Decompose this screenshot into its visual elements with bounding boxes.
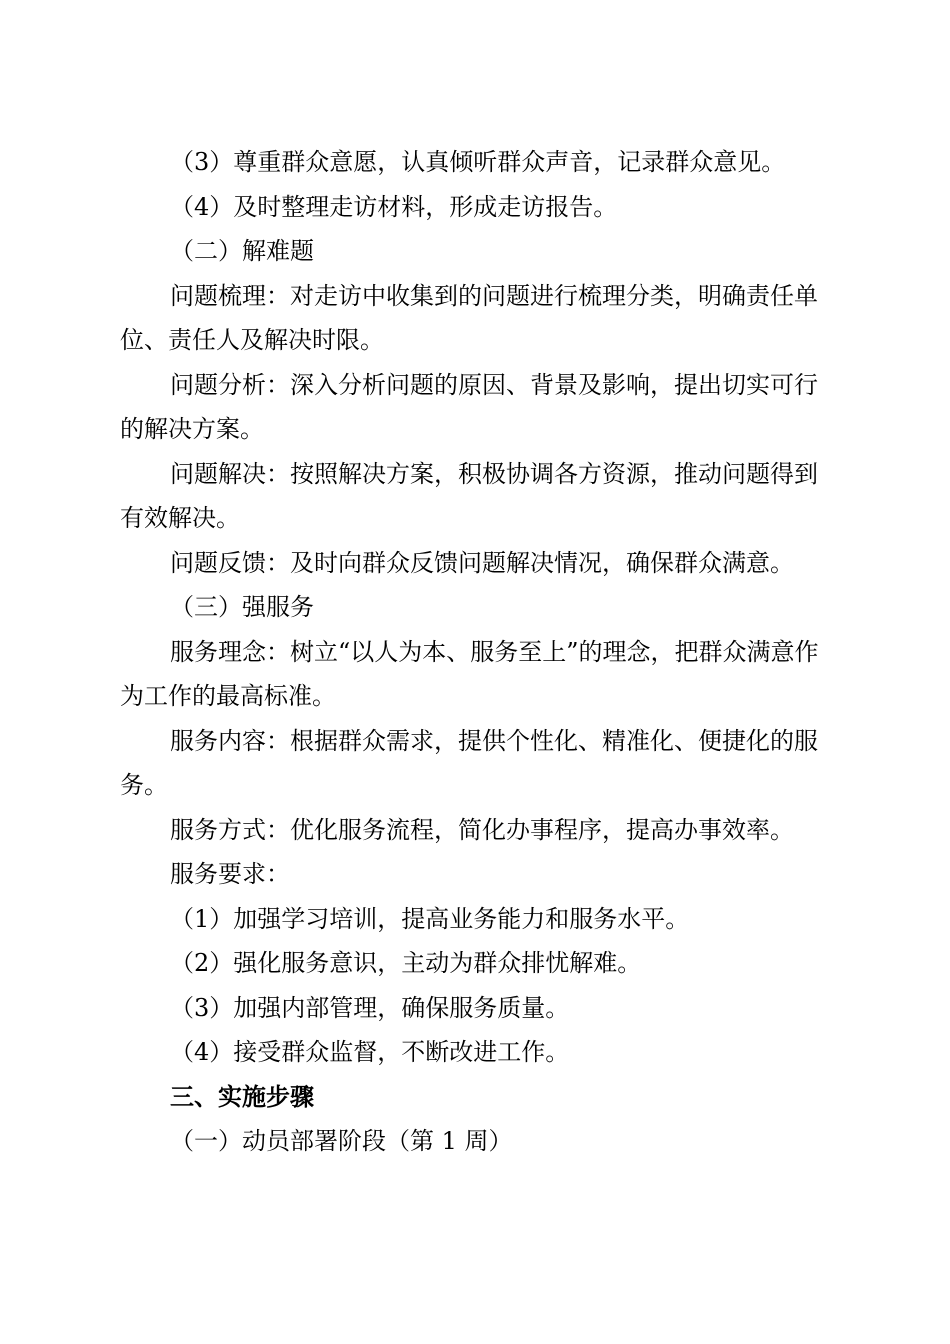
paragraph-problem-solving: 问题解决：按照解决方案，积极协调各方资源，推动问题得到有效解决。 xyxy=(120,459,818,532)
paragraph-problem-feedback: 问题反馈：及时向群众反馈问题解决情况，确保群众满意。 xyxy=(170,548,794,577)
paragraph-service-method: 服务方式：优化服务流程，简化办事程序，提高办事效率。 xyxy=(170,815,794,844)
list-item-respect-wishes: （3）尊重群众意愿，认真倾听群众声音，记录群众意见。 xyxy=(170,148,786,176)
document-body xyxy=(120,140,820,1164)
paragraph-problem-analysis: 问题分析：深入分析问题的原因、背景及影响，提出切实可行的解决方案。 xyxy=(120,370,818,443)
list-item-training: （1）加强学习培训，提高业务能力和服务水平。 xyxy=(170,904,690,933)
section-heading-implementation-steps: 三、实施步骤 xyxy=(170,1082,314,1111)
subsection-heading-mobilization: （一）动员部署阶段（第 1 周） xyxy=(170,1127,513,1155)
list-item-supervision: （4）接受群众监督，不断改进工作。 xyxy=(170,1038,570,1066)
list-item-visit-report: （4）及时整理走访材料，形成走访报告。 xyxy=(170,192,618,221)
section-heading-strengthen-service: （三）强服务 xyxy=(170,593,314,621)
paragraph-service-requirements: 服务要求： xyxy=(170,860,290,888)
list-item-service-awareness: （2）强化服务意识，主动为群众排忧解难。 xyxy=(170,949,642,977)
paragraph-service-concept: 服务理念：树立“以人为本、服务至上”的理念，把群众满意作为工作的最高标准。 xyxy=(120,637,819,710)
paragraph-problem-sorting: 问题梳理：对走访中收集到的问题进行梳理分类，明确责任单位、责任人及解决时限。 xyxy=(120,281,818,354)
paragraph-service-content: 服务内容：根据群众需求，提供个性化、精准化、便捷化的服务。 xyxy=(120,726,818,799)
section-heading-solve-problems: （二）解难题 xyxy=(170,237,314,265)
list-item-internal-management: （3）加强内部管理，确保服务质量。 xyxy=(170,993,570,1022)
